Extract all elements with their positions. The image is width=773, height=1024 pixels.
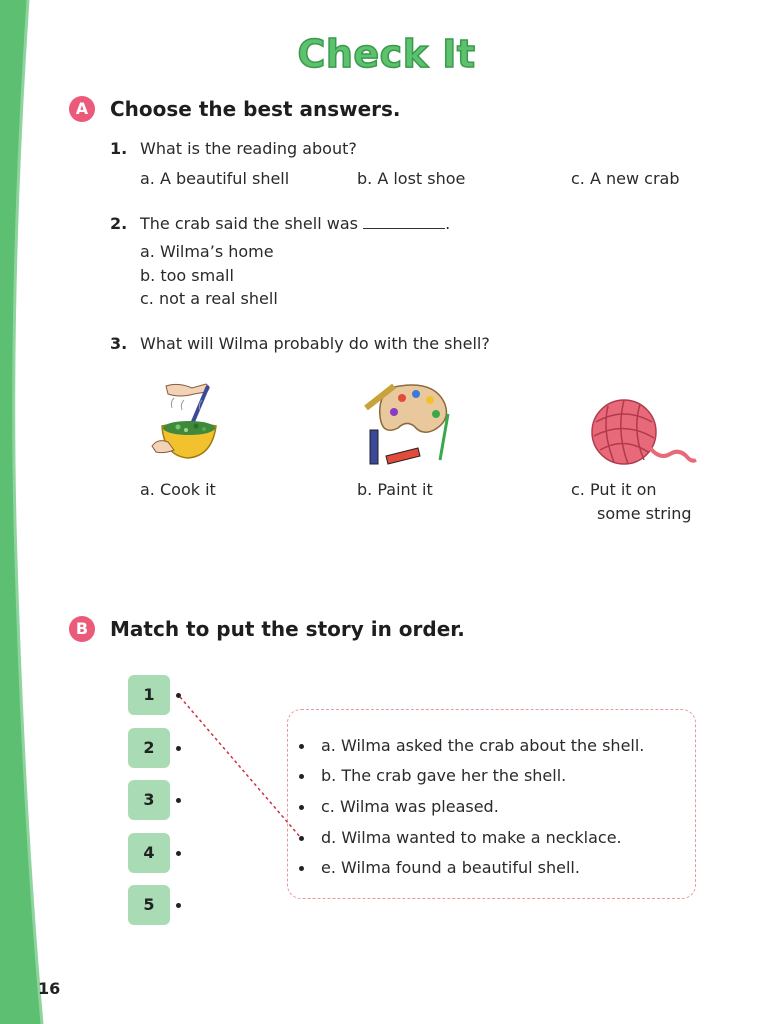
q2-option-a[interactable]: a. Wilma’s home — [140, 242, 274, 261]
section-b-heading: Match to put the story in order. — [110, 617, 465, 641]
order-number-4: 4 — [128, 833, 170, 873]
choice-d: d. Wilma wanted to make a necklace. — [321, 828, 622, 847]
q2-option-b[interactable]: b. too small — [140, 266, 234, 285]
order-number-3: 3 — [128, 780, 170, 820]
order-number-5: 5 — [128, 885, 170, 925]
choice-c: c. Wilma was pleased. — [321, 797, 499, 816]
choice-e: e. Wilma found a beautiful shell. — [321, 858, 580, 877]
q1-option-a[interactable]: a. A beautiful shell — [140, 169, 290, 188]
choice-b: b. The crab gave her the shell. — [321, 766, 567, 785]
q3-option-c[interactable]: c. Put it on — [571, 480, 657, 499]
q2-option-c[interactable]: c. not a real shell — [140, 289, 278, 308]
question-1-text: What is the reading about? — [140, 139, 357, 158]
q3-option-b[interactable]: b. Paint it — [357, 480, 433, 499]
order-number-2: 2 — [128, 728, 170, 768]
q3-option-c-line2: some string — [597, 504, 692, 523]
question-2-text-after: . — [445, 214, 451, 233]
q1-option-c[interactable]: c. A new crab — [571, 169, 680, 188]
page-number: 16 — [38, 979, 61, 998]
section-a-heading: Choose the best answers. — [110, 97, 401, 121]
section-b-badge: B — [69, 616, 95, 642]
question-3-text: What will Wilma probably do with the shell? — [140, 334, 490, 353]
question-1-number: 1. — [110, 139, 128, 158]
question-3-number: 3. — [110, 334, 128, 353]
page-title: Check It — [297, 32, 476, 76]
q3-option-a[interactable]: a. Cook it — [140, 480, 216, 499]
choice-a: a. Wilma asked the crab about the shell. — [321, 736, 645, 755]
section-a-badge: A — [69, 96, 95, 122]
order-number-1: 1 — [128, 675, 170, 715]
q1-option-b[interactable]: b. A lost shoe — [357, 169, 466, 188]
question-2-number: 2. — [110, 214, 128, 233]
question-2-text-before: The crab said the shell was — [140, 214, 358, 233]
